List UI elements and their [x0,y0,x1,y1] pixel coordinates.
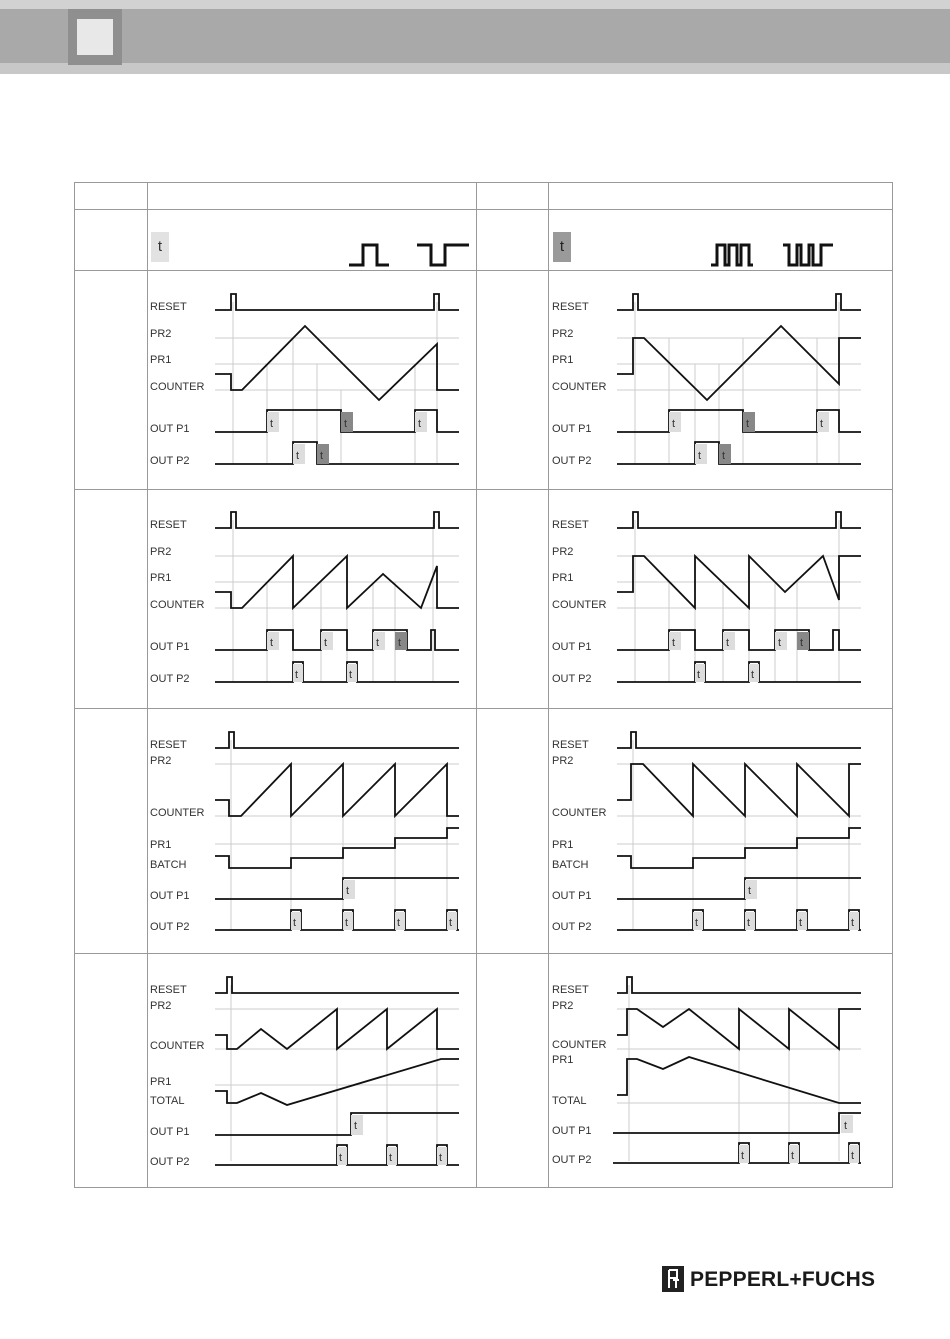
row-divider [75,953,892,954]
row-divider [75,708,892,709]
t-marker: t [695,917,699,929]
reset-signal [617,977,861,993]
label-counter: COUNTER [552,807,607,819]
label-pr1: PR1 [150,839,172,851]
t-marker: t [698,450,702,462]
label-pr1: PR1 [552,839,574,851]
brand-name: PEPPERL+FUCHS [690,1268,876,1291]
t-marker: t [697,669,701,681]
t-marker: t [296,450,300,462]
timing-diagram-row4-left [147,965,477,1175]
label-total: TOTAL [552,1095,587,1107]
label-out-p1: OUT P1 [150,423,190,435]
t-marker: t [349,669,353,681]
t-time-box-light: t [151,232,169,262]
t-marker: t [389,1152,393,1164]
chapter-tab-icon [77,19,113,55]
timing-diagram-row3-right [549,720,879,940]
t-marker: t [449,917,453,929]
t-marker: t [672,418,676,430]
out-p2-signal [215,442,459,464]
t-marker: t [398,637,402,649]
t-marker: t [851,1150,855,1162]
t-marker: t [741,1150,745,1162]
label-out-p2: OUT P2 [552,455,592,467]
t-marker: t [339,1152,343,1164]
label-counter: COUNTER [150,381,205,393]
label-out-p2: OUT P2 [552,921,592,933]
row-divider [75,209,892,210]
timing-diagram-row2-left [147,500,477,700]
out-p1-signal [215,630,459,650]
label-reset: RESET [150,739,187,751]
label-counter: COUNTER [150,599,205,611]
label-out-p1: OUT P1 [552,890,592,902]
t-marker: t [439,1152,443,1164]
out-p1-signal [215,878,459,899]
t-marker: t [791,1150,795,1162]
label-pr2: PR2 [150,546,172,558]
t-marker: t [354,1120,358,1132]
pulse-train-icons [707,241,847,269]
t-marker: t [844,1120,848,1132]
t-marker: t [778,637,782,649]
t-marker: t [747,917,751,929]
label-reset: RESET [552,739,589,751]
banner-underline [0,63,950,74]
label-pr1: PR1 [552,572,574,584]
label-out-p2: OUT P2 [150,921,190,933]
timing-diagram-row4-right [549,965,879,1175]
batch-signal [617,828,861,868]
t-marker: t [346,885,350,897]
single-pulse-positive-icon [349,245,389,265]
reset-signal [617,294,861,310]
label-reset: RESET [552,984,589,996]
label-pr1: PR1 [150,354,172,366]
reset-signal [617,732,861,748]
t-marker: t [270,418,274,430]
label-pr2: PR2 [150,1000,172,1012]
label-out-p2: OUT P2 [150,673,190,685]
t-marker: t [800,637,804,649]
t-marker: t [376,637,380,649]
label-counter: COUNTER [552,381,607,393]
label-reset: RESET [552,301,589,313]
label-batch: BATCH [150,859,187,871]
logo-mark-icon [662,1266,684,1292]
t-marker: t [799,917,803,929]
label-out-p1: OUT P1 [552,1125,592,1137]
timing-diagram-row1-left [147,282,477,482]
out-p2-signal [617,662,861,682]
top-banner [0,0,950,74]
t-marker: t [320,450,324,462]
label-pr2: PR2 [552,755,574,767]
label-out-p1: OUT P1 [552,641,592,653]
t-marker: t [324,637,328,649]
label-out-p1: OUT P1 [150,1126,190,1138]
t-marker: t [270,637,274,649]
label-out-p2: OUT P2 [552,1154,592,1166]
label-batch: BATCH [552,859,589,871]
label-pr1: PR1 [552,354,574,366]
label-out-p1: OUT P1 [552,423,592,435]
label-pr1: PR1 [150,572,172,584]
t-marker: t [344,418,348,430]
out-p1-signal [617,630,861,650]
counter-signal [215,764,459,816]
pulse-train-positive-icon [711,245,753,265]
t-time-box-dark: t [553,232,571,262]
batch-signal [215,828,459,868]
single-pulse-icons [345,241,475,269]
out-p1-signal [613,1113,861,1133]
out-p2-signal [613,1143,861,1163]
label-out-p2: OUT P2 [150,1156,190,1168]
label-out-p2: OUT P2 [552,673,592,685]
label-counter: COUNTER [552,1039,607,1051]
t-marker: t [722,450,726,462]
t-marker: t [345,917,349,929]
label-out-p1: OUT P1 [150,890,190,902]
label-pr1: PR1 [552,1054,574,1066]
label-reset: RESET [150,984,187,996]
label-pr2: PR2 [552,546,574,558]
counter-signal [617,1009,861,1049]
label-out-p1: OUT P1 [150,641,190,653]
row-divider [75,270,892,271]
counter-signal [215,1009,459,1049]
label-reset: RESET [150,301,187,313]
out-p1-signal [617,878,861,899]
t-marker: t [748,885,752,897]
label-counter: COUNTER [150,1040,205,1052]
label-pr2: PR2 [150,755,172,767]
t-marker: t [295,669,299,681]
banner-highlight [0,0,950,9]
timing-diagram-row1-right [549,282,879,482]
reset-signal [215,512,459,528]
t-marker: t [418,418,422,430]
label-counter: COUNTER [552,599,607,611]
counter-signal [617,764,861,816]
timing-diagram-row3-left [147,720,477,940]
timing-diagram-row2-right [549,500,879,700]
out-p2-signal [617,910,861,930]
single-pulse-negative-icon [417,245,469,265]
reset-signal [215,977,459,993]
out-p2-signal [215,662,459,682]
label-total: TOTAL [150,1095,185,1107]
label-reset: RESET [552,519,589,531]
label-counter: COUNTER [150,807,205,819]
reset-signal [215,294,459,310]
label-pr1: PR1 [150,1076,172,1088]
t-marker: t [397,917,401,929]
reset-signal [617,512,861,528]
t-marker: t [751,669,755,681]
row-divider [75,489,892,490]
t-marker: t [746,418,750,430]
pulse-train-negative-icon [783,245,833,265]
counter-signal [617,326,861,400]
reset-signal [215,732,459,748]
t-marker: t [820,418,824,430]
label-out-p2: OUT P2 [150,455,190,467]
label-pr2: PR2 [150,328,172,340]
out-p2-signal [215,910,459,930]
out-p2-signal [617,442,861,464]
t-marker: t [851,917,855,929]
t-marker: t [672,637,676,649]
label-reset: RESET [150,519,187,531]
label-pr2: PR2 [552,328,574,340]
label-pr2: PR2 [552,1000,574,1012]
counter-signal [215,326,459,400]
t-marker: t [726,637,730,649]
t-marker: t [293,917,297,929]
